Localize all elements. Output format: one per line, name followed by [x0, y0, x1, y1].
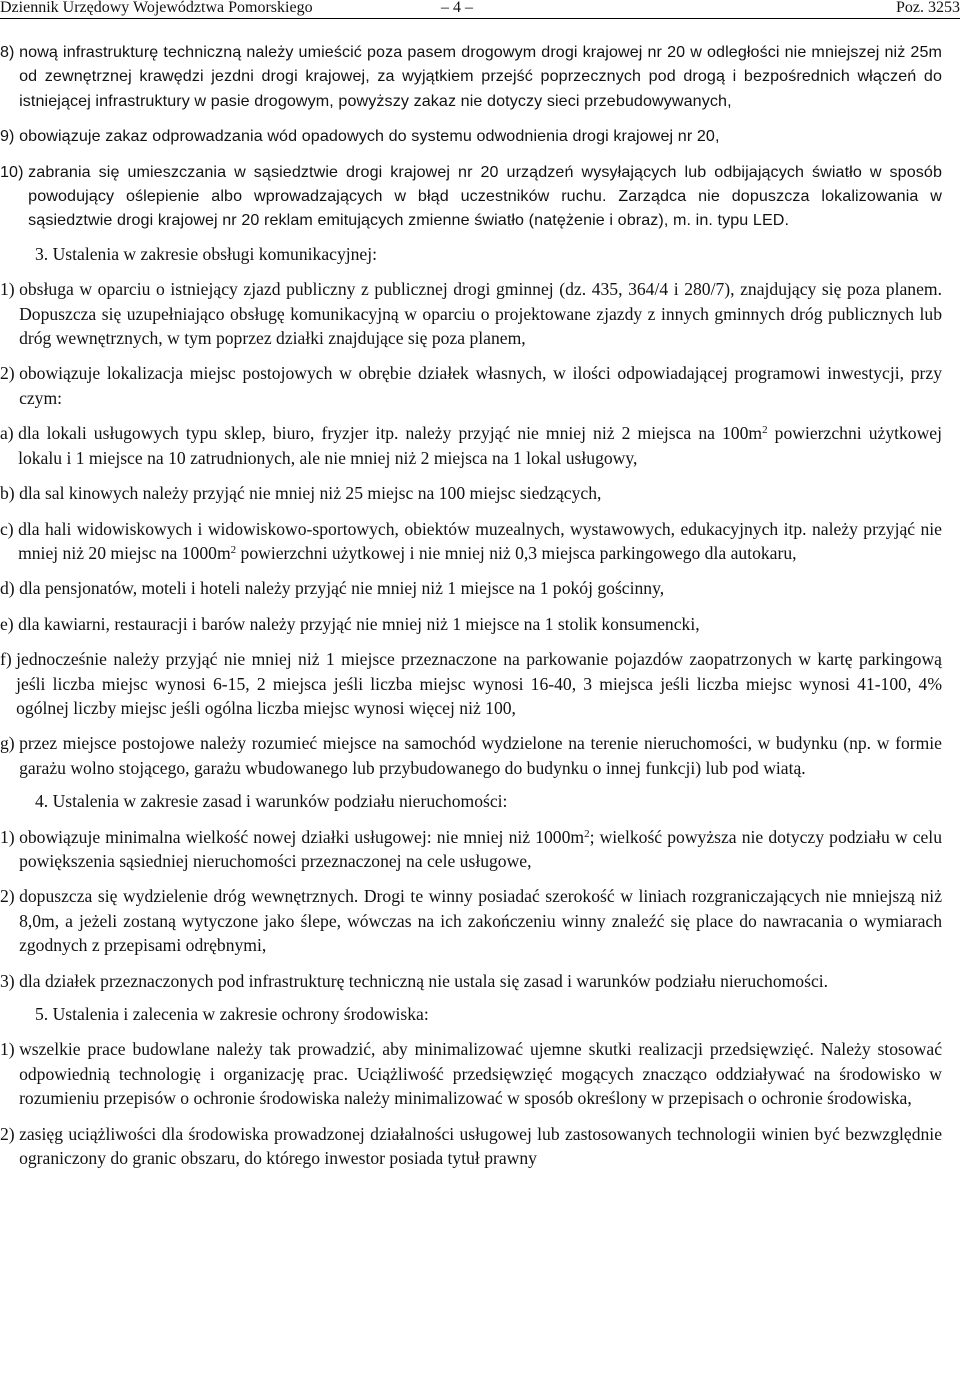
item-text: dla sal kinowych należy przyjąć nie mniej niż 25 miejsc na 100 miejsc siedzących, [19, 483, 602, 504]
section-4-item-1 [0, 825, 942, 874]
item-text: dla pensjonatów, moteli i hoteli należy przyjąć nie mniej niż 1 miejsce na 1 pokój gościnny, [19, 578, 665, 599]
item-label: 9) [0, 127, 20, 146]
section-4-item-2 [0, 884, 942, 957]
item-text: obowiązuje zakaz odprowadzania wód opadowych do systemu odwodnienia drogi krajowej nr 20, [19, 127, 720, 146]
item-label: 10) [0, 162, 29, 181]
superscript: 2 [230, 543, 237, 556]
section-3-item-1 [0, 277, 942, 350]
item-label: 1) [0, 826, 20, 847]
section-3-item-g [0, 731, 942, 780]
item-label: d) [0, 578, 20, 599]
item-text: dla hali widowiskowych i widowiskowo-sportowych, obiektów muzealnych, wystawowych, edukacyjnych itp. należy przyjąć nie mniej niż 20 miejsc na $1000m^2$ powierzchni użytkowej i nie mniej niż 0,3 miejsca parkingowego dla autokaru, [18, 518, 942, 563]
item-text: nową infrastrukturę techniczną należy umieścić poza pasem drogowym drogi krajowej nr 20 w odległości nie mniejszej niż 25m od zewnętrznej krawędzi jezdni drogi krajowej, za wyjątkiem przejść poprzecznych pod drogą i bezpośrednich włączeń do istniejącej infrastruktury w pasie drogowym, powyższy zakaz nie dotyczy sieci przebudowywanych, [19, 43, 942, 110]
section-5-item-2 [0, 1122, 942, 1171]
item-label: 8) [0, 43, 20, 61]
section-3-item-f [0, 647, 942, 720]
item-text: obsługa w oparciu o istniejący zjazd publiczny z publicznej drogi gminnej (dz. 435, 364/4 i 280/7), znajdujący się poza planem. Dopuszcza się uzupełniająco obsługę komunikacyjną w oparciu o projektowane zjazdy z innych gminnych dróg publicznych lub dróg wewnętrznych, w tym poprzez działki znajdujące się poza planem, [19, 279, 942, 349]
page-number: – 4 – [441, 0, 473, 16]
item-label: f) [0, 649, 17, 670]
journal-title: Dziennik Urzędowy Województwa Pomorskiego [0, 0, 313, 16]
section-4-heading: 4. Ustalenia w zakresie zasad i warunków podziału nieruchomości: [35, 791, 508, 812]
section-3-item-a [0, 421, 942, 470]
list-item-9 [0, 124, 942, 148]
item-text: dopuszcza się wydzielenie dróg wewnętrznych. Drogi te winny posiadać szerokość w liniach rozgraniczających nie mniejszą niż 8,0m, a jeżeli zostaną wytyczone jako ślepe, wówczas na ich zakończeniu winny znaleźć się place do nawracania o wymiarach zgodnych z przepisami odrębnymi, [19, 886, 942, 956]
item-text: dla kawiarni, restauracji i barów należy przyjąć nie mniej niż 1 miejsce na 1 stolik konsumencki, [18, 613, 700, 634]
item-label: a) [0, 423, 19, 444]
item-text: obowiązuje minimalna wielkość nowej działki usługowej: nie mniej niż $1000m^2$; wielkość powyższa nie dotyczy podziału w celu powiększenia sąsiedniej nieruchomości przeznaczonej na cele usługowe, [19, 826, 942, 871]
section-3-item-c [0, 517, 942, 566]
item-label: 1) [0, 279, 20, 300]
section-3-item-e [0, 612, 942, 636]
item-text: zabrania się umieszczania w sąsiedztwie drogi krajowej nr 20 urządzeń wysyłających lub odbijających światło w sposób powodujący oślepienie albo wprowadzających w błąd uczestników ruchu. Zarządca nie dopuszcza lokalizowania w sąsiedztwie drogi krajowej nr 20 reklam emitujących zmienne światło (natężenie i obraz), m. in. typu LED. [28, 162, 942, 230]
document-body [0, 40, 942, 1170]
item-text: jednocześnie należy przyjąć nie mniej niż 1 miejsce przeznaczone na parkowanie pojazdów zaopatrzonych w kartę parkingową jeśli liczba miejsc wynosi 6-15, 2 miejsca jeśli liczba miejsc wynosi 16-40, 3 miejsca jeśli liczba miejsc wynosi 41-100, 4% ogólnej liczby miejsc jeśli ogólna liczba miejsc wynosi więcej niż 100, [16, 649, 942, 718]
item-label: 2) [0, 886, 20, 907]
section-3-item-b [0, 481, 942, 505]
item-label: 2) [0, 363, 20, 384]
item-label: g) [0, 733, 20, 754]
section-4-item-3 [0, 969, 942, 993]
section-5-heading: 5. Ustalenia i zalecenia w zakresie ochrony środowiska: [35, 1004, 429, 1024]
item-text: przez miejsce postojowe należy rozumieć miejsce na samochód wydzielone na terenie nieruchomości, w budynku (np. w formie garażu wolno stojącego, garażu wbudowanego lub przybudowanego do budynku o innej funkcji) lub pod wiatą. [19, 733, 942, 778]
item-text: wszelkie prace budowlane należy tak prowadzić, aby minimalizować ujemne skutki realizacji przedsięwzięć. Należy stosować odpowiednią technologię i organizację prac. Uciążliwość przedsięwzięć mogących znacząco oddziaływać na środowisko w rozumieniu przepisów o ochronie środowiska należy minimalizować w sposób określony w przepisach o ochronie środowiska, [19, 1039, 942, 1109]
list-item-8 [0, 40, 942, 113]
page-header [0, 0, 960, 16]
section-3-item-2 [0, 361, 942, 410]
section-3-heading: 3. Ustalenia w zakresie obsługi komunikacyjnej: [35, 243, 378, 264]
item-label: 2) [0, 1123, 20, 1144]
position-number: Poz. 3253 [896, 0, 960, 16]
item-text: dla działek przeznaczonych pod infrastrukturę techniczną nie ustala się zasad i warunków podziału nieruchomości. [19, 970, 829, 991]
list-item-10 [0, 160, 942, 233]
section-5-item-1 [0, 1037, 942, 1110]
item-label: e) [0, 613, 19, 634]
item-label: b) [0, 483, 20, 504]
item-label: c) [0, 518, 19, 539]
item-label: 3) [0, 970, 20, 991]
item-label: 1) [0, 1039, 20, 1060]
item-text: zasięg uciążliwości dla środowiska prowadzonej działalności usługowej lub zastosowanych technologii winien być bezwzględnie ograniczony do granic obszaru, do którego inwestor posiada tytuł prawny [19, 1123, 942, 1169]
header-rule [0, 18, 960, 19]
item-text: obowiązuje lokalizacja miejsc postojowych w obrębie działek własnych, w ilości odpowiadającej programowi inwestycji, przy czym: [19, 363, 942, 408]
superscript: 2 [762, 424, 768, 437]
section-3-item-d [0, 576, 942, 600]
superscript: 2 [584, 827, 590, 840]
item-text: dla lokali usługowych typu sklep, biuro, fryzjer itp. należy przyjąć nie mniej niż 2 miejsca na $100m^2$ powierzchni użytkowej lokalu i 1 miejsce na 10 zatrudnionych, ale nie mniej niż 2 miejsca na 1 lokal usługowy, [18, 423, 942, 468]
